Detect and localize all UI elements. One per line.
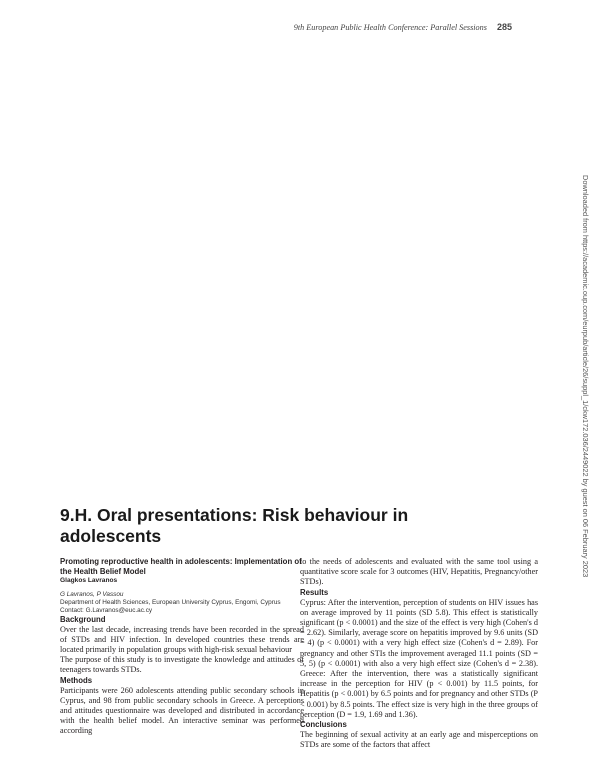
conclusions-paragraph: The beginning of sexual activity at an early age and misperceptions on STDs are some of the factors that affect <box>300 730 538 750</box>
running-header <box>60 22 512 32</box>
right-column <box>300 557 538 750</box>
section-title: 9.H. Oral presentations: Risk behaviour in adolescents <box>60 505 409 546</box>
methods-paragraph: Participants were 260 adolescents attending public secondary schools in Cyprus, and 98 from public secondary schools in Greece. A perceptions and attitudes questionnaire was developed and distributed in accordance with the health belief model. An interactive seminar was performed according <box>60 685 304 736</box>
results-paragraph: Cyprus: After the intervention, perception of students on HIV issues has on average improved by 11 points (SD 5.8). This effect is statistically significant (p < 0.0001) and the size of the effect is very high (Cohen's d = 2.62). Similarly, average score on hepatitis improved by 9.6 units (SD = 4) (p < 0.0001) with a very high effect size (Cohen's d = 2.89). For pregnancy and other STIs the improvement averaged 11.1 points (SD = 5, 5) (p < 0.0001) with also a very high effect size (Cohen's d = 2.38). Greece: After the intervention, there was a statistically significant increase in the perception for HIV (p < 0.001) by 11.5 points, for Hepatitis (p < 0.001) by 6.5 points and for pregnancy and other STDs (P < 0.001) by 8.5 points. The effect size is very high in the three groups of perception (D = 1.9, 1.69 and 1.36). <box>300 597 538 719</box>
left-column <box>60 557 304 737</box>
affiliation: Department of Health Sciences, European University Cyprus, Engomi, Cyprus <box>60 598 281 606</box>
background-paragraph-2: The purpose of this study is to investigate the knowledge and attitudes of teenagers towards STDs. <box>60 655 304 675</box>
contact-email[interactable]: Contact: G.Lavranos@euc.ac.cy <box>60 606 153 614</box>
abstract-presenter: Glagkos Lavranos <box>60 577 118 585</box>
running-title: 9th European Public Health Conference: Parallel Sessions <box>293 23 487 32</box>
results-heading: Results <box>300 587 329 597</box>
author-list: G Lavranos, P Vassou <box>60 591 124 599</box>
methods-heading: Methods <box>60 675 93 685</box>
background-paragraph: Over the last decade, increasing trends have been recorded in the spread of STDs and HIV infection. In developed countries these trends are located primarily in population groups with high-risk sexual behaviour <box>60 624 304 654</box>
download-note[interactable]: Downloaded from https://academic.oup.com/eurpub/article/26/suppl_1/ckw172.036/2449022 by guest on 06 February 2023 <box>581 175 590 578</box>
conclusions-heading: Conclusions <box>300 720 347 730</box>
methods-paragraph-continued: to the needs of adolescents and evaluated with the same tool using a quantitative score scale for 3 outcomes (HIV, Hepatitis, Pregnancy/other STDs). <box>300 557 538 587</box>
page-number: 285 <box>496 22 512 32</box>
abstract-title: Promoting reproductive health in adolescents: Implementation of the Health Belief Model <box>60 557 302 576</box>
background-heading: Background <box>60 614 106 624</box>
